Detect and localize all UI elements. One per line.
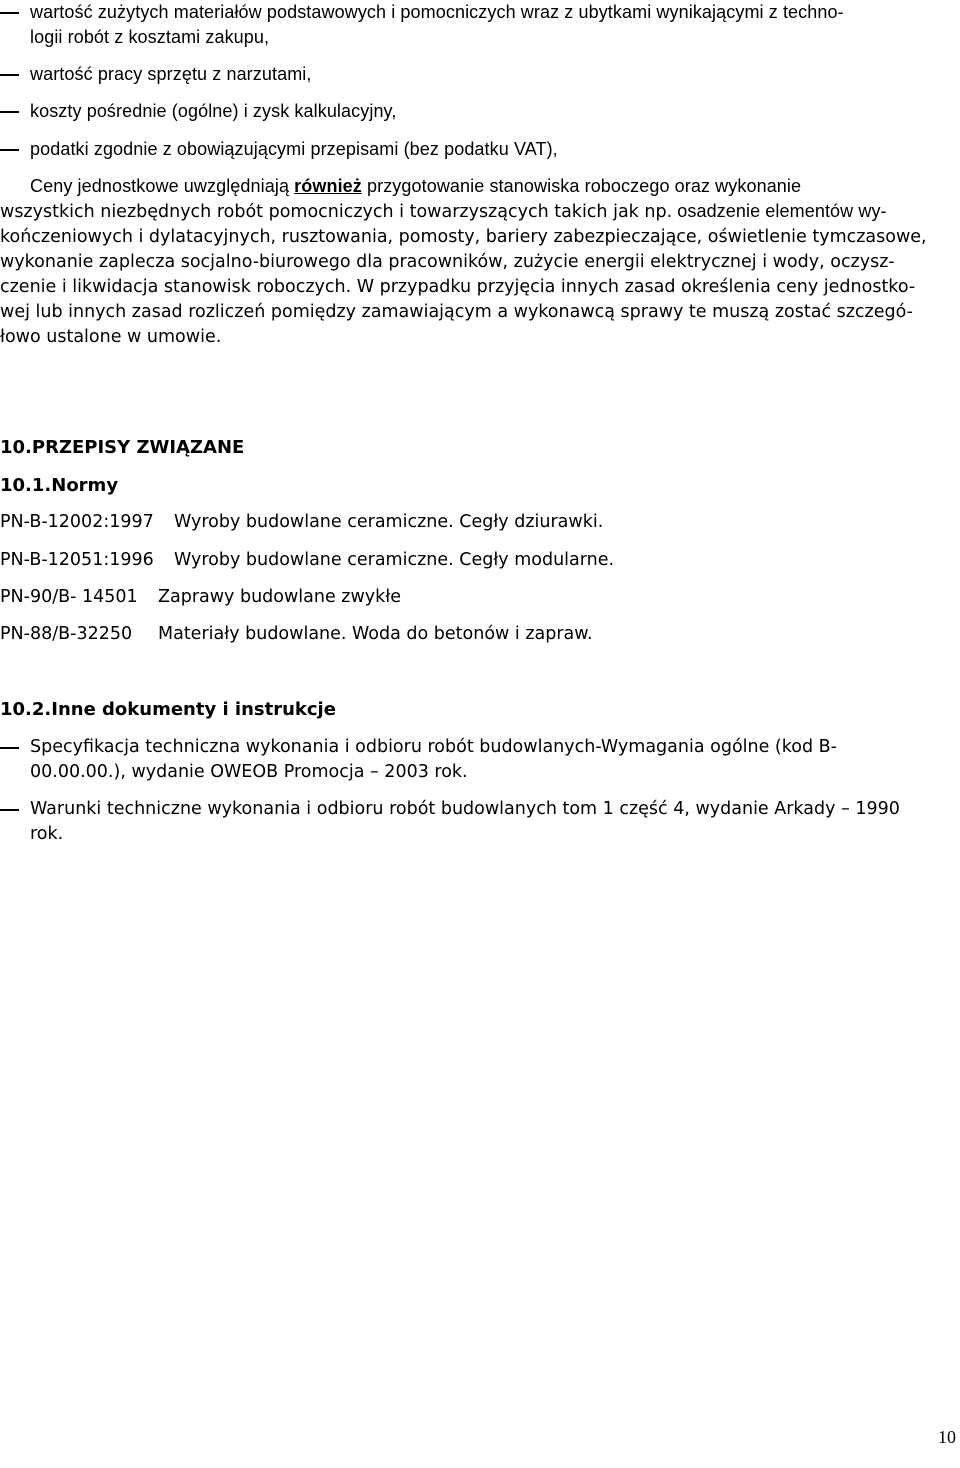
subsection-heading-norms: 10.1.Normy: [0, 475, 119, 496]
norm-row: [0, 622, 593, 647]
dash-bullet-icon: [0, 74, 19, 76]
list-item: [0, 99, 958, 124]
emphasis-text: również: [294, 176, 362, 196]
list-item-line: 00.00.00.), wydanie OWEOB Promocja – 2003 rok.: [30, 762, 468, 782]
norm-title: Zaprawy budowlane zwykłe: [158, 587, 402, 607]
paragraph-text: przygotowanie stanowiska roboczego oraz wykonanie: [361, 176, 802, 196]
dash-bullet-icon: [0, 747, 19, 749]
norm-code: PN-B-12002:1997: [0, 512, 154, 532]
norm-code: PN-90/B- 14501: [0, 587, 138, 607]
list-item-line: Specyfikacja techniczna wykonania i odbioru robót budowlanych-Wymagania ogólne (kod B-: [30, 737, 837, 757]
dash-bullet-icon: [0, 149, 19, 151]
paragraph-text: wej lub innych zasad rozliczeń pomiędzy zamawiającym a wykonawcą sprawy te muszą zostać szczegó-: [0, 302, 913, 322]
paragraph-text: Ceny jednostkowe uwzględniają: [30, 176, 295, 196]
list-item-line: rok.: [30, 824, 64, 844]
paragraph-text: wykonanie zaplecza socjalno-biurowego dla pracowników, zużycie energii elektrycznej i wody, oczysz-: [0, 252, 895, 272]
list-item-line: podatki zgodnie z obowiązującymi przepisami (bez podatku VAT),: [30, 139, 558, 159]
norm-code: PN-88/B-32250: [0, 624, 133, 644]
paragraph-text: czenie i likwidacja stanowisk roboczych. W przypadku przyjęcia innych zasad określenia ceny jednostko-: [0, 277, 916, 297]
list-item-line: Warunki techniczne wykonania i odbioru robót budowlanych tom 1 część 4, wydanie Arkady – 1990: [30, 799, 900, 819]
list-item-line: wartość zużytych materiałów podstawowych i pomocniczych wraz z ubytkami wynikającymi z techno-: [30, 2, 844, 22]
norm-title: Materiały budowlane. Woda do betonów i zapraw.: [158, 624, 593, 644]
norm-row: [0, 548, 614, 573]
dash-bullet-icon: [0, 809, 19, 811]
list-item: [0, 0, 958, 50]
paragraph-text: wszystkich niezbędnych robót pomocniczych i towarzyszących takich jak np.: [0, 202, 673, 222]
subsection-heading-docs: 10.2.Inne dokumenty i instrukcje: [0, 699, 336, 720]
norm-title: Wyroby budowlane ceramiczne. Cegły dziurawki.: [174, 512, 604, 532]
section-heading: 10.PRZEPISY ZWIĄZANE: [0, 437, 245, 458]
list-item-line: logii robót z kosztami zakupu,: [30, 27, 270, 47]
paragraph-text: osadzenie elementów wy-: [672, 201, 887, 221]
list-item: [0, 735, 958, 785]
list-item-line: koszty pośrednie (ogólne) i zysk kalkulacyjny,: [30, 101, 397, 121]
norm-row: [0, 510, 603, 535]
dash-bullet-icon: [0, 111, 19, 113]
pricing-paragraph: [0, 174, 958, 350]
norm-row: [0, 585, 401, 610]
paragraph-text: łowo ustalone w umowie.: [0, 327, 222, 347]
list-item-line: wartość pracy sprzętu z narzutami,: [30, 64, 312, 84]
list-item: [0, 62, 958, 87]
list-item: [0, 797, 958, 847]
norm-title: Wyroby budowlane ceramiczne. Cegły modularne.: [174, 550, 615, 570]
paragraph-text: kończeniowych i dylatacyjnych, rusztowania, pomosty, bariery zabezpieczające, oświetlenie tymczasowe,: [0, 227, 927, 247]
norm-code: PN-B-12051:1996: [0, 550, 154, 570]
page-number: 10: [938, 1427, 956, 1447]
dash-bullet-icon: [0, 12, 19, 14]
list-item: [0, 137, 958, 162]
